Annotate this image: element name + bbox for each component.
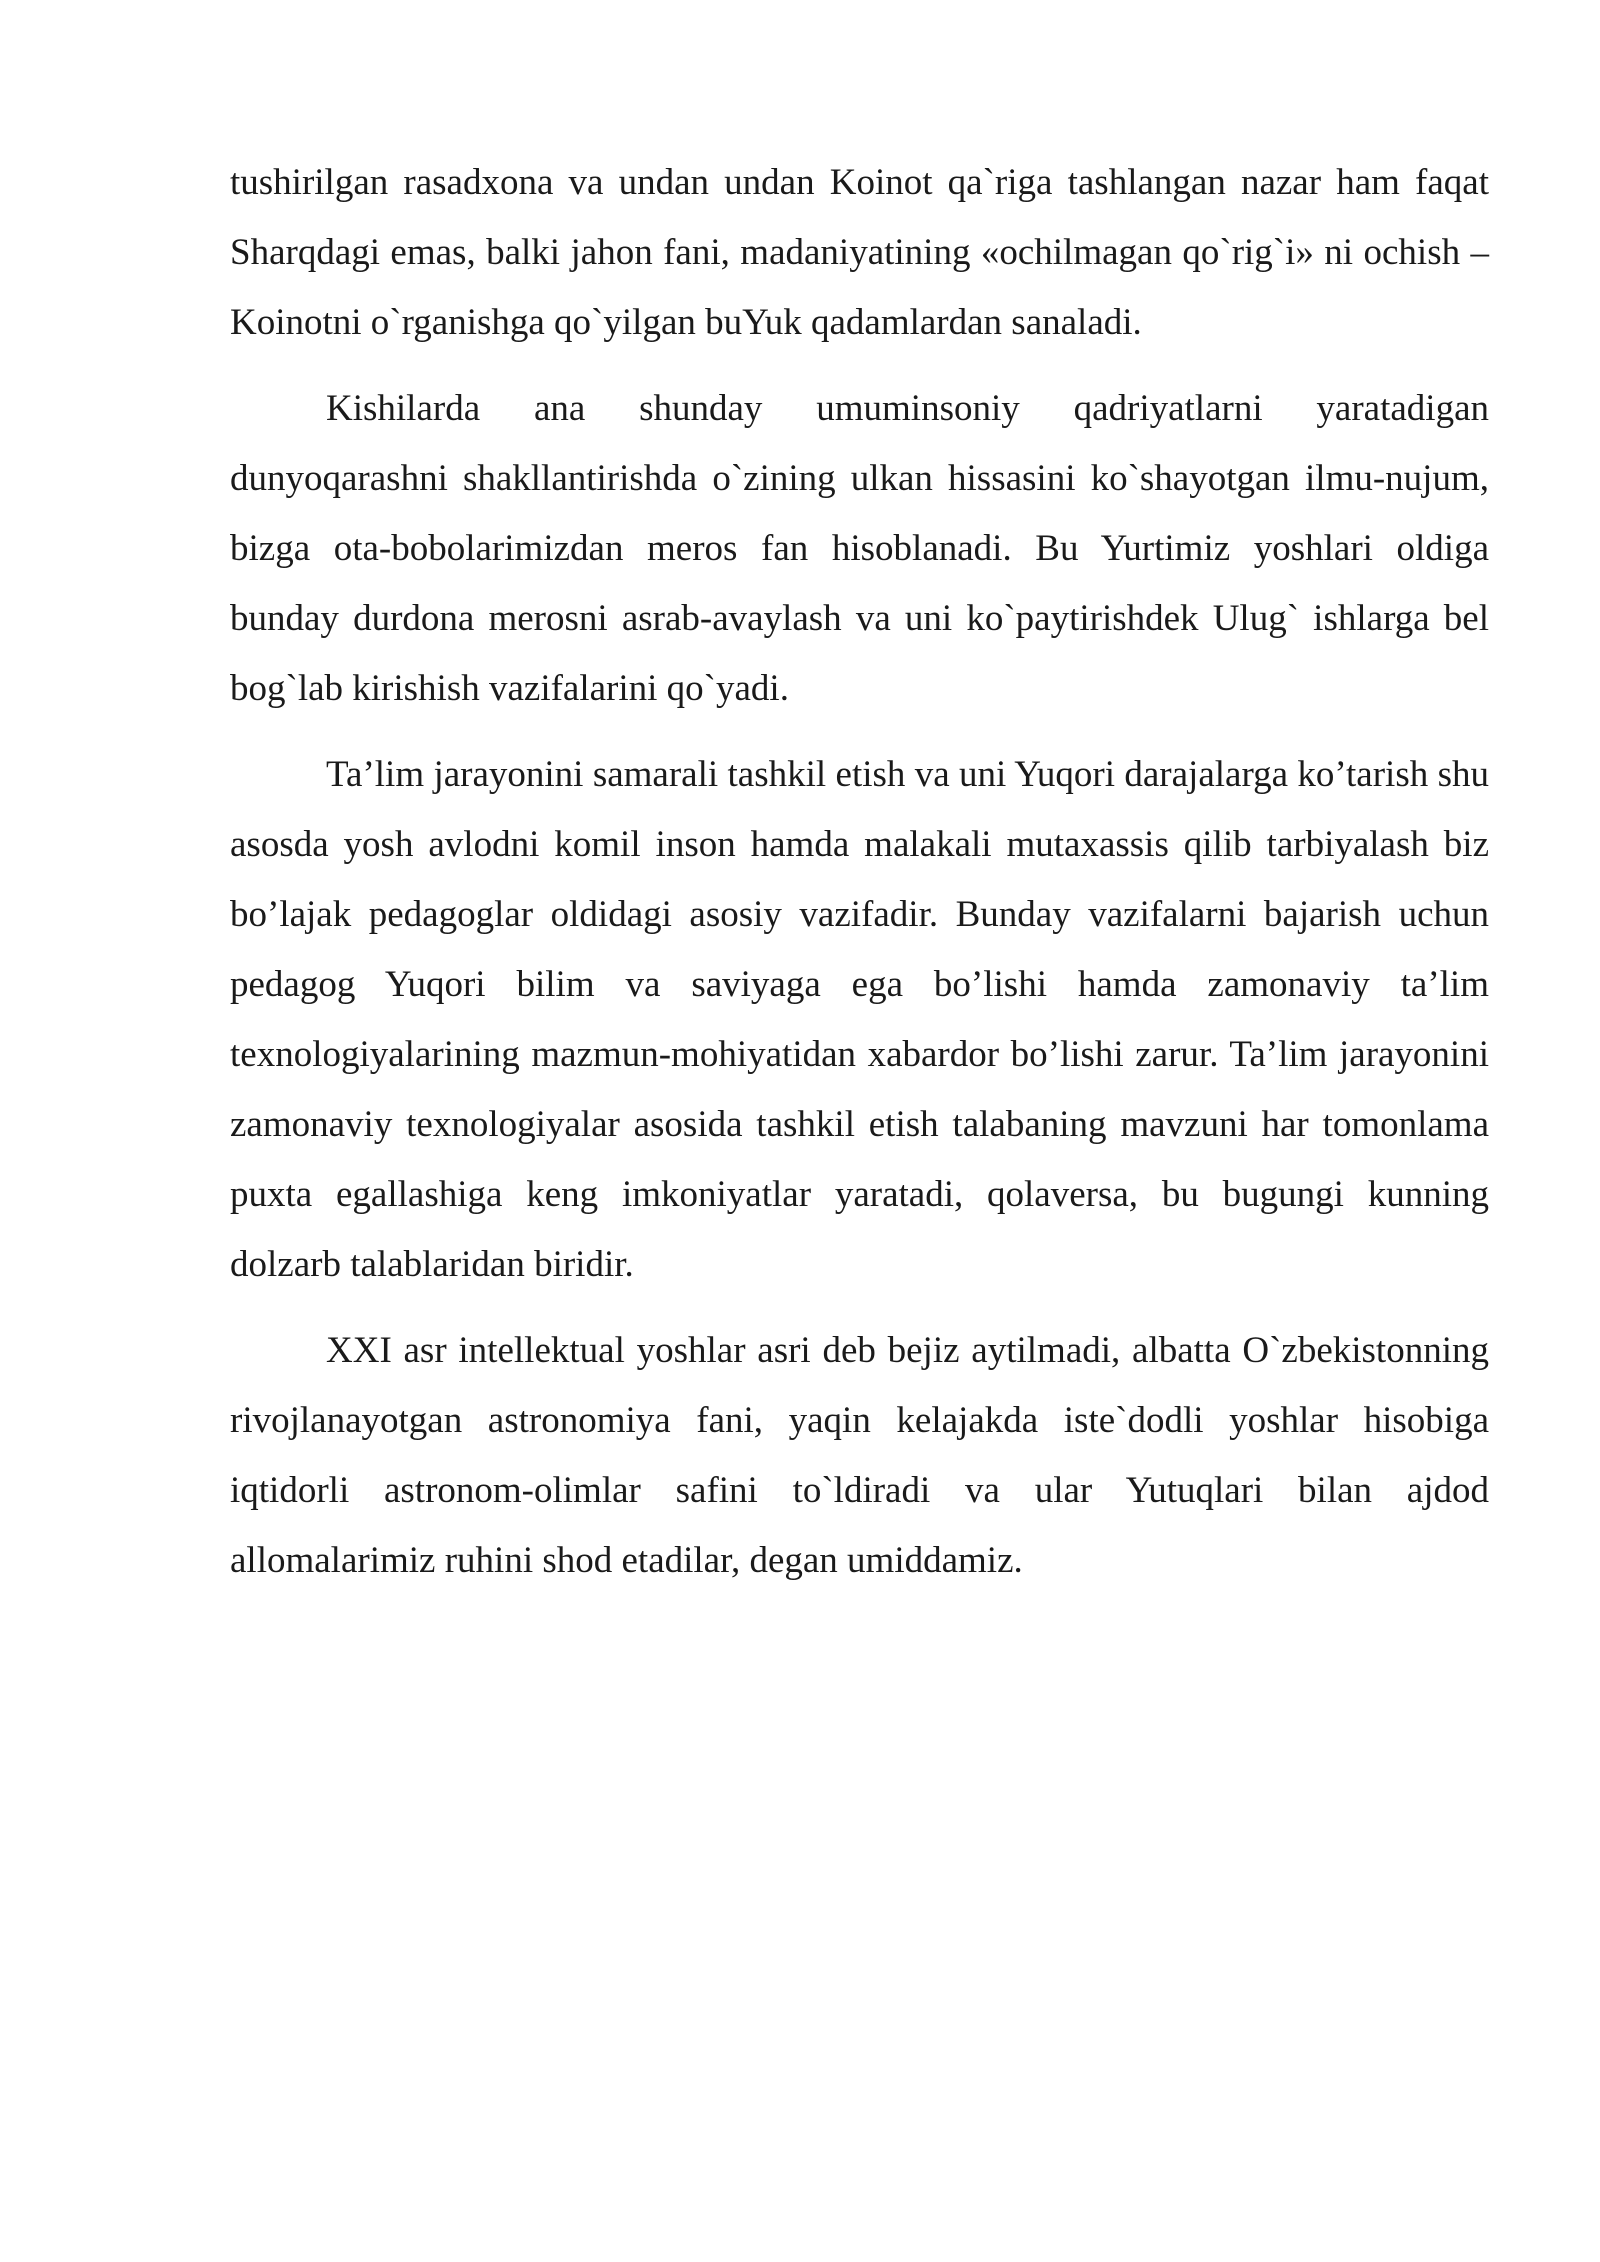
paragraph-continuation: tushirilgan rasadxona va undan undan Koinot qa`riga tashlangan nazar ham faqat Sharqdagi emas, balki jahon fani, madaniyatining «ochilmagan qo`rig`i» ni ochish – Koinotni o`rganishga qo`yilgan buYuk qadamlardan sanaladi. (230, 162, 1489, 343)
paragraph: Ta’lim jarayonini samarali tashkil etish va uni Yuqori darajalarga ko’tarish shu asosda yosh avlodni komil inson hamda malakali mutaxassis qilib tarbiyalash biz bo’lajak pedagoglar oldidagi asosiy vazifadir. Bunday vazifalarni bajarish uchun pedagog Yuqori bilim va saviyaga ega bo’lishi hamda zamonaviy ta’lim texnologiyalarining mazmun-mohiyatidan xabardor bo’lishi zarur. Ta’lim jarayonini zamonaviy texnologiyalar asosida tashkil etish talabaning mavzuni har tomonlama puxta egallashiga keng imkoniyatlar yaratadi, qolaversa, bu bugungi kunning dolzarb talablaridan biridir. (230, 754, 1489, 1285)
paragraph: XXI asr intellektual yoshlar asri deb bejiz aytilmadi, albatta O`zbekistonning rivojlanayotgan astronomiya fani, yaqin kelajakda iste`dodli yoshlar hisobiga iqtidorli astronom-olimlar safini to`ldiradi va ular Yutuqlari bilan ajdod allomalarimiz ruhini shod etadilar, degan umiddamiz. (230, 1330, 1489, 1581)
paragraph: Kishilarda ana shunday umuminsoniy qadriyatlarni yaratadigan dunyoqarashni shakllantirishda o`zining ulkan hissasini ko`shayotgan ilmu-nujum, bizga ota-bobolarimizdan meros fan hisoblanadi. Bu Yurtimiz yoshlari oldiga bunday durdona merosni asrab-avaylash va uni ko`paytirishdek Ulug` ishlarga bel bog`lab kirishish vazifalarini qo`yadi. (230, 388, 1489, 709)
body-text (230, 148, 1489, 1612)
